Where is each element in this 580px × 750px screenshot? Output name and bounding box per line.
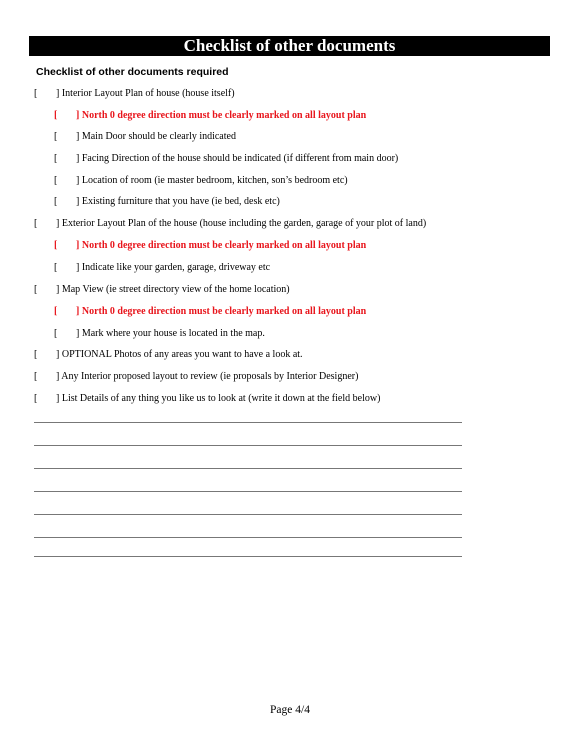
writing-line[interactable] bbox=[34, 556, 462, 557]
checkbox-bracket[interactable]: [ bbox=[54, 110, 58, 121]
writing-line[interactable] bbox=[34, 491, 462, 492]
checkbox-bracket[interactable]: [ bbox=[54, 131, 58, 142]
page-number: Page 4/4 bbox=[270, 704, 310, 716]
item-label: List Details of any thing you like us to look at (write it down at the field below) bbox=[61, 393, 381, 404]
checklist-item-facing-direction[interactable]: [ ] Facing Direction of the house should be indicated (if different from main door) bbox=[54, 153, 399, 164]
item-label: Exterior Layout Plan of the house (house including the garden, garage of your plot of land) bbox=[61, 218, 427, 229]
item-label: Indicate like your garden, garage, driveway etc bbox=[81, 262, 271, 273]
item-label: Interior Layout Plan of house (house itself) bbox=[61, 88, 235, 99]
checklist-item-existing-furniture[interactable]: [ ] Existing furniture that you have (ie bed, desk etc) bbox=[54, 196, 280, 207]
checklist-item-exterior-layout[interactable]: [ ] Exterior Layout Plan of the house (house including the garden, garage of your plot of land) bbox=[34, 218, 427, 229]
checkbox-bracket[interactable]: [ bbox=[34, 371, 38, 382]
writing-line[interactable] bbox=[34, 514, 462, 515]
checklist-item-garden-garage[interactable]: [ ] Indicate like your garden, garage, driveway etc bbox=[54, 262, 271, 273]
checklist-item-room-location[interactable]: [ ] Location of room (ie master bedroom, kitchen, son’s bedroom etc) bbox=[54, 175, 348, 186]
checklist-subtitle: Checklist of other documents required bbox=[36, 66, 229, 78]
checkbox-bracket[interactable]: [ bbox=[54, 328, 58, 339]
checklist-item-map-view[interactable]: [ ] Map View (ie street directory view of the home location) bbox=[34, 284, 290, 295]
checklist-item-north-direction-exterior[interactable]: [ ] North 0 degree direction must be clearly marked on all layout plan bbox=[54, 240, 367, 251]
checklist-item-mark-house[interactable]: [ ] Mark where your house is located in the map. bbox=[54, 328, 265, 339]
item-label: Map View (ie street directory view of the home location) bbox=[61, 284, 290, 295]
item-label: Any Interior proposed layout to review (ie proposals by Interior Designer) bbox=[61, 371, 359, 382]
checkbox-bracket[interactable]: [ bbox=[54, 175, 58, 186]
writing-line[interactable] bbox=[34, 445, 462, 446]
checkbox-bracket[interactable]: [ bbox=[34, 284, 38, 295]
checklist-item-north-direction-interior[interactable]: [ ] North 0 degree direction must be clearly marked on all layout plan bbox=[54, 110, 367, 121]
checkbox-bracket[interactable]: [ bbox=[54, 196, 58, 207]
item-label: Main Door should be clearly indicated bbox=[81, 131, 236, 142]
checklist-item-interior-layout[interactable]: [ ] Interior Layout Plan of house (house itself) bbox=[34, 88, 235, 99]
item-label: North 0 degree direction must be clearly marked on all layout plan bbox=[81, 110, 367, 121]
item-label: Facing Direction of the house should be indicated (if different from main door) bbox=[81, 153, 399, 164]
checkbox-bracket[interactable]: [ bbox=[34, 88, 38, 99]
writing-line[interactable] bbox=[34, 422, 462, 423]
checklist-item-interior-proposal[interactable]: [ ] Any Interior proposed layout to review (ie proposals by Interior Designer) bbox=[34, 371, 359, 382]
checklist-item-north-direction-map[interactable]: [ ] North 0 degree direction must be clearly marked on all layout plan bbox=[54, 306, 367, 317]
checklist-item-optional-photos[interactable]: [ ] OPTIONAL Photos of any areas you want to have a look at. bbox=[34, 349, 303, 360]
item-label: Location of room (ie master bedroom, kitchen, son’s bedroom etc) bbox=[81, 175, 348, 186]
checklist-item-main-door[interactable]: [ ] Main Door should be clearly indicated bbox=[54, 131, 236, 142]
item-label: Existing furniture that you have (ie bed, desk etc) bbox=[81, 196, 280, 207]
checkbox-bracket[interactable]: [ bbox=[34, 349, 38, 360]
writing-line[interactable] bbox=[34, 468, 462, 469]
page-title: Checklist of other documents bbox=[29, 36, 550, 56]
checklist-item-list-details[interactable]: [ ] List Details of any thing you like us to look at (write it down at the field below) bbox=[34, 393, 381, 404]
checkbox-bracket[interactable]: [ bbox=[34, 218, 38, 229]
checkbox-bracket[interactable]: [ bbox=[54, 262, 58, 273]
checkbox-bracket[interactable]: [ bbox=[54, 153, 58, 164]
checkbox-bracket[interactable]: [ bbox=[54, 306, 58, 317]
checkbox-bracket[interactable]: [ bbox=[54, 240, 58, 251]
checkbox-bracket[interactable]: [ bbox=[34, 393, 38, 404]
writing-line[interactable] bbox=[34, 537, 462, 538]
item-label: North 0 degree direction must be clearly marked on all layout plan bbox=[81, 306, 367, 317]
item-label: North 0 degree direction must be clearly marked on all layout plan bbox=[81, 240, 367, 251]
item-label: OPTIONAL Photos of any areas you want to have a look at. bbox=[61, 349, 303, 360]
item-label: Mark where your house is located in the map. bbox=[81, 328, 265, 339]
